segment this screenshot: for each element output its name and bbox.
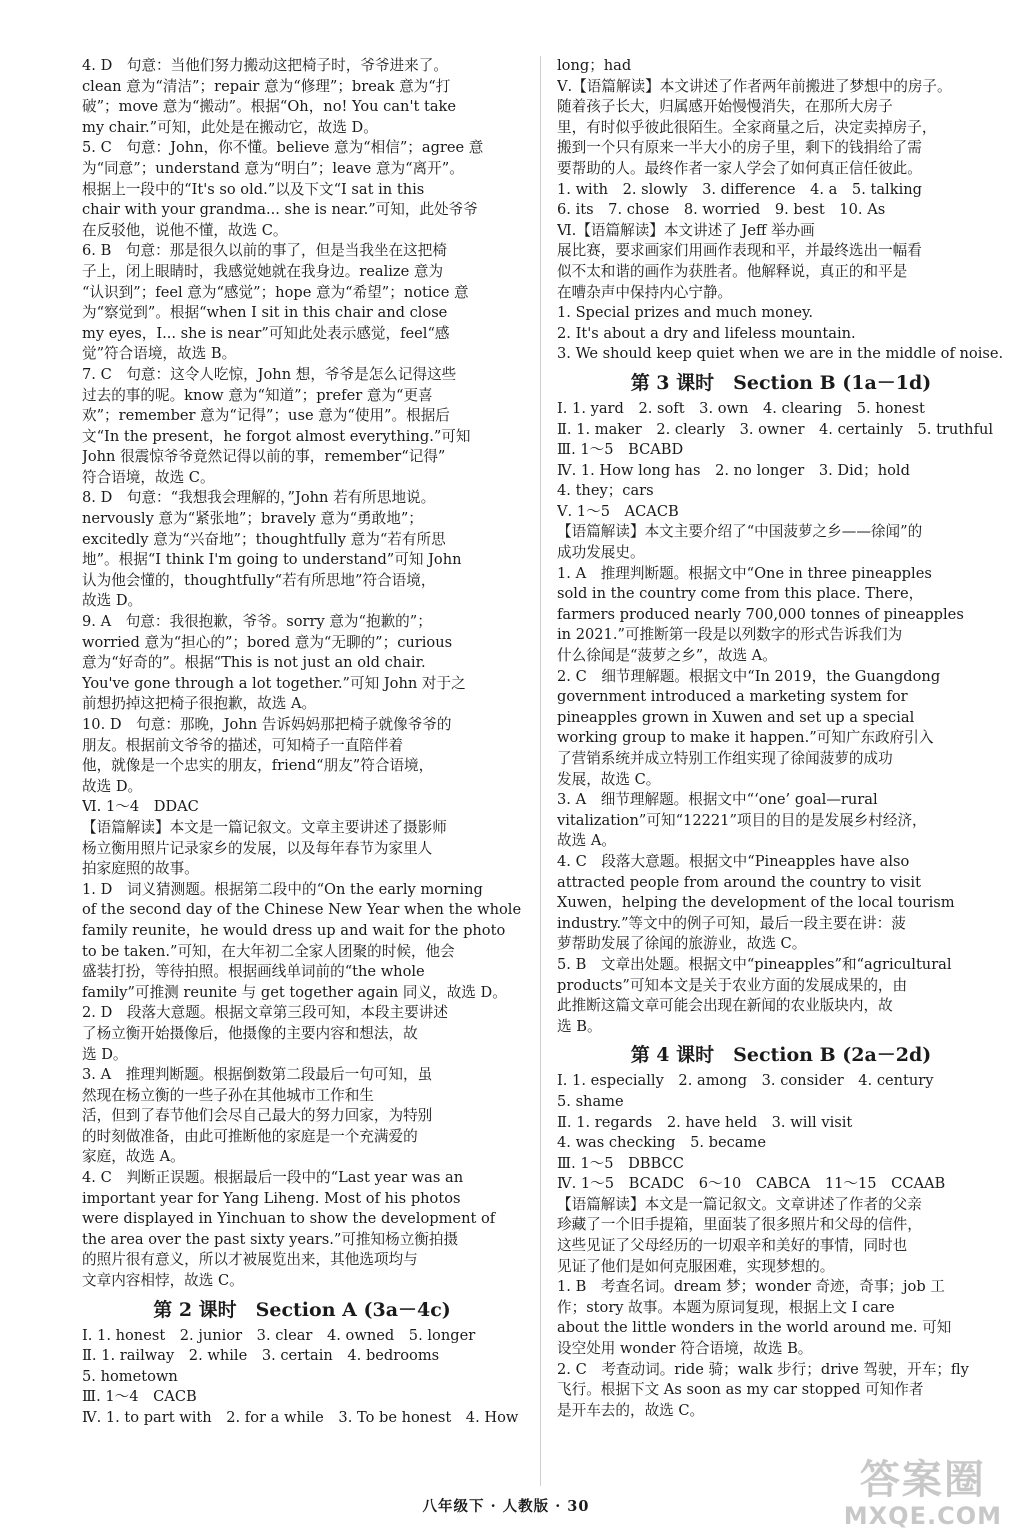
answer-line: Ⅳ. 1. How long has 2. no longer 3. Did；hold bbox=[557, 461, 910, 479]
answer-line: industry.”等文中的例子可知，最后一段主要在讲：菠 bbox=[557, 914, 906, 932]
answer-line: 7. C 句意：这令人吃惊，John 想，爷爷是怎么记得这些 bbox=[82, 365, 457, 383]
answer-line: 杨立衡用照片记录家乡的发展，以及每年春节为家里人 bbox=[82, 839, 433, 857]
answer-line: 他，就像是一个忠实的朋友，friend“朋友”符合语境， bbox=[82, 757, 434, 775]
answer-line: products”可知本文是关于农业方面的发展成果的，由 bbox=[557, 976, 908, 994]
answer-line: Ⅵ.【语篇解读】本文讲述了 Jeff 举办画 bbox=[557, 221, 815, 239]
right-column bbox=[557, 56, 1005, 1421]
answer-line: 地”。根据“I think I'm going to understand”可知 John bbox=[82, 551, 462, 569]
answer-line: 是开车去的，故选 C。 bbox=[557, 1401, 705, 1419]
answer-line: sold in the country come from this place. There， bbox=[557, 585, 924, 603]
answer-line: 8. D 句意：“我想我会理解的，”John 若有所思地说。 bbox=[82, 489, 436, 507]
watermark-text: 答案圈 bbox=[859, 1456, 986, 1503]
answer-line: Ⅳ. 1. to part with 2. for a while 3. To be honest 4. How bbox=[82, 1409, 519, 1426]
answer-line: 萝帮助发展了徐闻的旅游业，故选 C。 bbox=[557, 935, 807, 953]
answer-line: to be taken.”可知，在大年初二全家人团聚的时候，他会 bbox=[82, 942, 455, 960]
answer-line: 在嘈杂声中保持内心宁静。 bbox=[557, 283, 733, 301]
answer-line: 文“In the present，he forgot almost everything.”可知 bbox=[82, 427, 471, 445]
answer-line: pineapples grown in Xuwen and set up a special bbox=[557, 708, 915, 726]
answer-line: Ⅵ. 1～4 DDAC bbox=[82, 798, 199, 816]
answer-line: 的照片很有意义，所以才被展览出来，其他选项均与 bbox=[82, 1251, 418, 1269]
answer-line: Ⅰ. 1. yard 2. soft 3. own 4. clearing 5. honest bbox=[557, 399, 925, 417]
answer-line: the area over the past sixty years.”可推知杨立衡拍摄 bbox=[82, 1230, 459, 1248]
answer-line: Ⅴ. 1～5 ACACB bbox=[557, 502, 679, 520]
answer-line: 选 D。 bbox=[82, 1045, 128, 1063]
answer-line: 盛装打扮，等待拍照。根据画线单词前的“the whole bbox=[82, 963, 425, 981]
answer-line: attracted people from around the country to visit bbox=[557, 873, 921, 891]
answer-line: 2. C 考查动词。ride 骑；walk 步行；drive 驾驶，开车；fly bbox=[557, 1360, 969, 1378]
answer-line: 3. A 推理判断题。根据倒数第二段最后一句可知，虽 bbox=[82, 1066, 433, 1084]
answer-line: 了杨立衡开始摄像后，他摄像的主要内容和想法，故 bbox=[82, 1024, 418, 1042]
answer-line: excitedly 意为“兴奋地”；thoughtfully 意为“若有所思 bbox=[82, 530, 446, 548]
answer-line: 根据上一段中的“It's so old.”以及下文“I sat in this bbox=[82, 180, 425, 198]
answer-line: 欢”；remember 意为“记得”；use 意为“使用”。根据后 bbox=[82, 407, 450, 425]
answer-line: 5. shame bbox=[557, 1092, 624, 1110]
answer-line: 故选 D。 bbox=[82, 592, 143, 610]
answer-line: clean 意为“清洁”；repair 意为“修理”；break 意为“打 bbox=[82, 77, 451, 95]
answer-line: 3. We should keep quiet when we are in the middle of noise. bbox=[557, 345, 1004, 363]
answer-line: Ⅲ. 1～5 DBBCC bbox=[557, 1154, 684, 1172]
answer-line: long；had bbox=[557, 57, 632, 74]
answer-line: family reunite，he would dress up and wait for the photo bbox=[82, 921, 506, 939]
answer-line: 【语篇解读】本文是一篇记叙文。文章讲述了作者的父亲 bbox=[557, 1195, 922, 1213]
answer-line: 3. A 细节理解题。根据文中“‘one’ goal—rural bbox=[557, 791, 878, 809]
answer-line: 4. was checking 5. became bbox=[557, 1134, 767, 1152]
answer-line: 见证了他们是如何克服困难，实现梦想的。 bbox=[557, 1257, 835, 1275]
answer-line: 9. A 句意：我很抱歉，爷爷。sorry 意为“抱歉的”； bbox=[82, 613, 432, 631]
left-column bbox=[82, 56, 522, 1429]
answer-line: “认识到”；feel 意为“感觉”；hope 意为“希望”；notice 意 bbox=[82, 283, 469, 301]
answer-line: 认为他会懂的，thoughtfully“若有所思地”符合语境， bbox=[82, 571, 436, 589]
answer-line: 发展，故选 C。 bbox=[557, 770, 661, 788]
answer-line: 文章内容相悖，故选 C。 bbox=[82, 1272, 244, 1290]
answer-line: John 很震惊爷爷竟然记得以前的事，remember“记得” bbox=[82, 448, 446, 466]
answer-line: 10. D 句意：那晚，John 告诉妈妈那把椅子就像爷爷的 bbox=[82, 716, 452, 733]
answer-line: 过去的事的呢。know 意为“知道”；prefer 意为“更喜 bbox=[82, 386, 433, 404]
answer-line: farmers produced nearly 700,000 tonnes of pineapples bbox=[557, 605, 964, 623]
answer-line: 4. D 句意：当他们努力搬动这把椅子时，爷爷进来了。 bbox=[82, 57, 448, 74]
column-divider bbox=[540, 56, 541, 1486]
answer-line: worried 意为“担心的”；bored 意为“无聊的”；curious bbox=[82, 633, 453, 651]
answer-line: 活，但到了春节他们会尽自己最大的努力回家，为特别 bbox=[82, 1107, 433, 1125]
answer-line: 4. they；cars bbox=[557, 482, 654, 500]
answer-line: vitalization”可知“12221”项目的目的是发展乡村经济， bbox=[557, 811, 927, 829]
answer-line: about the little wonders in the world around me. 可知 bbox=[557, 1319, 952, 1337]
answer-line: 要帮助的人。最终作者一家人学会了如何真正信任彼此。 bbox=[557, 159, 922, 177]
answer-line: 随着孩子长大，归属感开始慢慢消失，在那所大房子 bbox=[557, 98, 893, 116]
section-heading: 第 2 课时 Section A (3a－4c) bbox=[153, 1298, 451, 1321]
answer-line: 1. A 推理判断题。根据文中“One in three pineapples bbox=[557, 564, 932, 582]
answer-line: 展比赛，要求画家们用画作表现和平，并最终选出一幅看 bbox=[557, 242, 922, 260]
answer-line: my eyes，I... she is near”可知此处表示感觉，feel“感 bbox=[82, 324, 450, 342]
section-heading: 第 3 课时 Section B (1a－1d) bbox=[630, 371, 932, 394]
answer-line: 4. C 段落大意题。根据文中“Pineapples have also bbox=[557, 852, 910, 870]
answer-line: 子上，闭上眼睛时，我感觉她就在我身边。realize 意为 bbox=[82, 262, 444, 280]
answer-line: 为“同意”；understand 意为“明白”；leave 意为“离开”。 bbox=[82, 159, 464, 177]
answer-line: 破”；move 意为“搬动”。根据“Oh，no! You can't take bbox=[82, 98, 457, 116]
answer-line: 【语篇解读】本文主要介绍了“中国菠萝之乡——徐闻”的 bbox=[557, 523, 923, 541]
answer-line: 成功发展史。 bbox=[557, 544, 645, 562]
answer-line: Ⅱ. 1. regards 2. have held 3. will visit bbox=[557, 1113, 853, 1131]
answer-line: Ⅳ. 1～5 BCADC 6～10 CABCA 11～15 CCAAB bbox=[557, 1175, 946, 1193]
answer-line: 的时刻做准备，由此可推断他的家庭是一个充满爱的 bbox=[82, 1127, 418, 1145]
answer-line: of the second day of the Chinese New Year when the whole bbox=[82, 901, 522, 919]
answer-line: were displayed in Yinchuan to show the development of bbox=[82, 1210, 496, 1228]
answer-line: Ⅲ. 1～4 CACB bbox=[82, 1388, 197, 1406]
answer-line: 【语篇解读】本文是一篇记叙文。文章主要讲述了摄影师 bbox=[82, 818, 447, 836]
watermark-logo bbox=[844, 1458, 1002, 1530]
watermark-url: MXQE.COM bbox=[843, 1502, 1002, 1530]
answer-line: 前想扔掉这把椅子很抱歉，故选 A。 bbox=[82, 695, 317, 713]
answer-line: 作；story 故事。本题为原词复现，根据上文 I care bbox=[557, 1298, 895, 1316]
answer-line: Ⅴ.【语篇解读】本文讲述了作者两年前搬进了梦想中的房子。 bbox=[557, 77, 952, 95]
answer-line: 2. C 细节理解题。根据文中“In 2019，the Guangdong bbox=[557, 667, 941, 685]
answer-line: 2. It's about a dry and lifeless mountain. bbox=[557, 324, 856, 342]
answer-line: Ⅱ. 1. maker 2. clearly 3. owner 4. certainly 5. truthful bbox=[557, 420, 994, 438]
answer-line: chair with your grandma... she is near.”可知，此处爷爷 bbox=[82, 201, 478, 219]
answer-line: Ⅱ. 1. railway 2. while 3. certain 4. bedrooms bbox=[82, 1347, 440, 1365]
answer-line: 似不太和谐的画作为获胜者。他解释说，真正的和平是 bbox=[557, 262, 908, 280]
answer-line: Xuwen，helping the development of the local tourism bbox=[557, 894, 955, 912]
answer-line: 意为“好奇的”。根据“This is not just an old chair. bbox=[82, 654, 426, 672]
answer-line: government introduced a marketing system for bbox=[557, 688, 908, 706]
answer-line: 6. its 7. chose 8. worried 9. best 10. As bbox=[557, 201, 886, 219]
answer-line: 故选 A。 bbox=[557, 832, 616, 850]
answer-line: 6. B 句意：那是很久以前的事了，但是当我坐在这把椅 bbox=[82, 242, 447, 260]
answer-line: Ⅰ. 1. especially 2. among 3. consider 4. century bbox=[557, 1072, 934, 1090]
answer-line: Ⅲ. 1～5 BCABD bbox=[557, 441, 684, 459]
answer-line: 2. D 段落大意题。根据文章第三段可知，本段主要讲述 bbox=[82, 1004, 448, 1022]
answer-line: 1. with 2. slowly 3. difference 4. a 5. talking bbox=[557, 180, 922, 198]
answer-line: 什么徐闻是“菠萝之乡”，故选 A。 bbox=[557, 647, 777, 665]
answer-line: 里，有时似乎彼此很陌生。全家商量之后，决定卖掉房子， bbox=[557, 118, 937, 136]
answer-line: 4. C 判断正误题。根据最后一段中的“Last year was an bbox=[82, 1169, 464, 1187]
page-footer: 八年级下 · 人教版 · 30 bbox=[422, 1498, 590, 1515]
answer-line: 觉”符合语境，故选 B。 bbox=[82, 345, 237, 363]
answer-line: 拍家庭照的故事。 bbox=[82, 860, 199, 878]
answer-line: in 2021.”可推断第一段是以列数字的形式告诉我们为 bbox=[557, 626, 903, 644]
answer-line: 这些见证了父母经历的一切艰辛和美好的事情，同时也 bbox=[557, 1237, 908, 1255]
answer-line: 1. Special prizes and much money. bbox=[557, 304, 813, 322]
answer-line: 然现在杨立衡的一些子孙在其他城市工作和生 bbox=[82, 1086, 374, 1104]
answer-line: 为“察觉到”。根据“when I sit in this chair and close bbox=[82, 304, 448, 322]
section-heading: 第 4 课时 Section B (2a－2d) bbox=[630, 1044, 932, 1067]
answer-line: 搬到一个只有原来一半大小的房子里，剩下的钱捐给了需 bbox=[557, 139, 922, 157]
answer-line: family”可推测 reunite 与 get together again 同义，故选 D。 bbox=[82, 983, 507, 1001]
answer-line: 在反驳他，说他不懂，故选 C。 bbox=[82, 221, 288, 239]
answer-line: 家庭，故选 A。 bbox=[82, 1148, 185, 1166]
answer-line: important year for Yang Liheng. Most of his photos bbox=[82, 1189, 461, 1207]
answer-line: 设空处用 wonder 符合语境，故选 B。 bbox=[557, 1340, 813, 1358]
answer-line: 飞行。根据下文 As soon as my car stopped 可知作者 bbox=[557, 1381, 924, 1399]
answer-line: working group to make it happen.”可知广东政府引入 bbox=[557, 729, 934, 747]
answer-line: 5. B 文章出处题。根据文中“pineapples”和“agricultural bbox=[557, 955, 952, 973]
answer-line: 故选 D。 bbox=[82, 777, 143, 795]
answer-line: 1. D 词义猜测题。根据第二段中的“On the early morning bbox=[82, 880, 483, 898]
answer-line: You've gone through a lot together.”可知 John 对于之 bbox=[82, 674, 466, 692]
answer-line: 选 B。 bbox=[557, 1017, 602, 1035]
answer-line: 了营销系统并成立特别工作组实现了徐闻菠萝的成功 bbox=[557, 750, 893, 767]
answer-line: 符合语境，故选 C。 bbox=[82, 468, 215, 486]
answer-line: nervously 意为“紧张地”；bravely 意为“勇敢地”； bbox=[82, 510, 423, 528]
answer-line: my chair.”可知，此处是在搬动它，故选 D。 bbox=[82, 118, 378, 136]
answer-line: 此推断这篇文章可能会出现在新闻的农业版块内，故 bbox=[557, 997, 893, 1015]
answer-line: 5. hometown bbox=[82, 1367, 178, 1385]
answer-line: 5. C 句意：John，你不懂。believe 意为“相信”；agree 意 bbox=[82, 139, 484, 157]
answer-line: 珍藏了一个旧手提箱，里面装了很多照片和父母的信件， bbox=[557, 1216, 922, 1234]
answer-line: 1. B 考查名词。dream 梦；wonder 奇迹，奇事；job 工 bbox=[557, 1278, 945, 1296]
answer-line: 朋友。根据前文爷爷的描述，可知椅子一直陪伴着 bbox=[82, 736, 404, 754]
answer-line: Ⅰ. 1. honest 2. junior 3. clear 4. owned 5. longer bbox=[82, 1326, 476, 1344]
